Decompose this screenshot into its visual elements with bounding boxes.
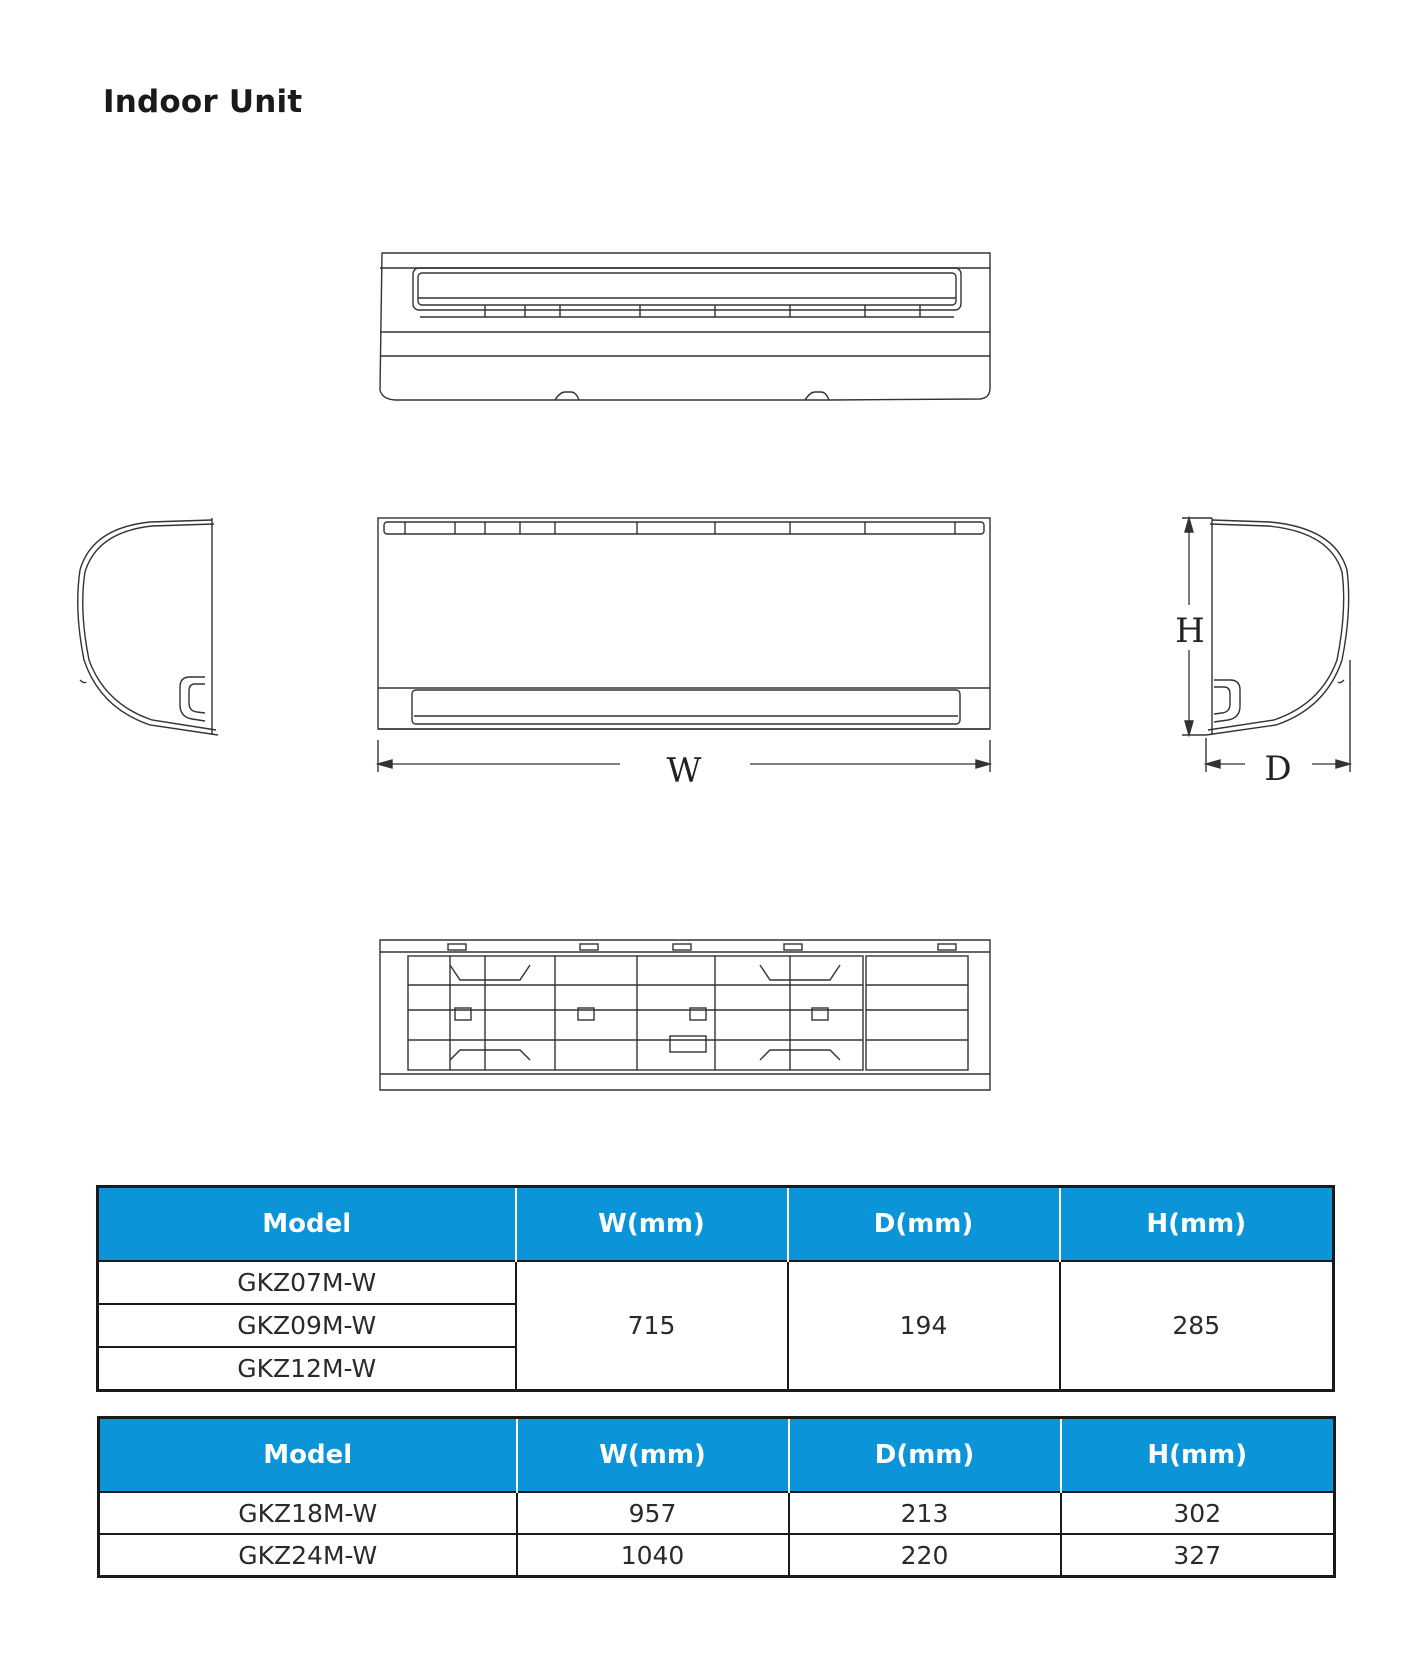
width-cell: 957 — [517, 1492, 789, 1534]
model-cell: GKZ09M-W — [98, 1304, 516, 1347]
rear-view — [380, 940, 990, 1090]
header-width: W(mm) — [516, 1187, 788, 1262]
depth-cell: 220 — [789, 1534, 1061, 1577]
model-cell: GKZ12M-W — [98, 1347, 516, 1391]
depth-cell: 213 — [789, 1492, 1061, 1534]
table-row — [98, 1261, 1334, 1304]
model-cell: GKZ24M-W — [99, 1534, 517, 1577]
right-side-view — [1182, 518, 1350, 772]
depth-label: D — [1264, 749, 1292, 789]
top-view — [380, 253, 990, 400]
header-model: Model — [98, 1187, 516, 1262]
page-title: Indoor Unit — [103, 84, 303, 120]
header-depth: D(mm) — [789, 1418, 1061, 1493]
height-cell: 285 — [1060, 1261, 1334, 1391]
left-side-view — [78, 518, 218, 735]
model-cell: GKZ07M-W — [98, 1261, 516, 1304]
table-row — [99, 1492, 1335, 1534]
depth-cell: 194 — [788, 1261, 1060, 1391]
header-model: Model — [99, 1418, 517, 1493]
width-cell: 715 — [516, 1261, 788, 1391]
front-view — [378, 518, 990, 772]
height-cell: 327 — [1061, 1534, 1335, 1577]
height-label: H — [1175, 611, 1205, 651]
model-cell: GKZ18M-W — [99, 1492, 517, 1534]
header-width: W(mm) — [517, 1418, 789, 1493]
spec-table-small-models — [96, 1185, 1335, 1392]
width-label: W — [666, 751, 702, 791]
header-height: H(mm) — [1060, 1187, 1334, 1262]
header-height: H(mm) — [1061, 1418, 1335, 1493]
height-cell: 302 — [1061, 1492, 1335, 1534]
spec-table-large-models — [97, 1416, 1336, 1578]
width-cell: 1040 — [517, 1534, 789, 1577]
table-header-row — [98, 1187, 1334, 1262]
header-depth: D(mm) — [788, 1187, 1060, 1262]
table-row — [99, 1534, 1335, 1577]
table-header-row — [99, 1418, 1335, 1493]
